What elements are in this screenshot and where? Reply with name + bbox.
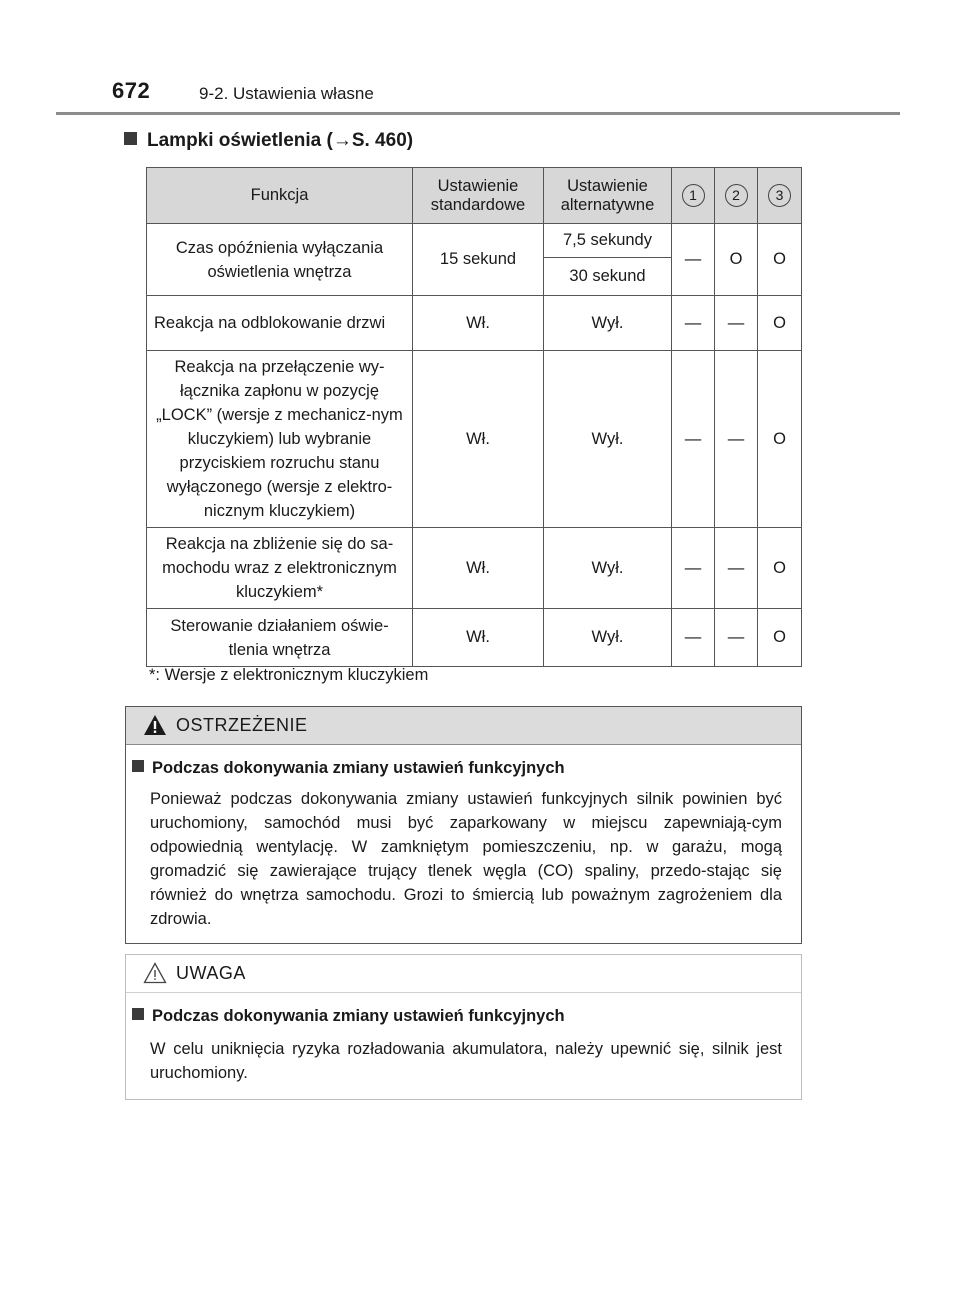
caution-triangle-icon	[143, 962, 167, 984]
arrow-right-icon: →	[332, 130, 352, 151]
warning-triangle-icon	[143, 714, 167, 736]
col-header-2	[715, 168, 758, 224]
c1-cell: —	[672, 224, 715, 296]
square-bullet-icon	[124, 132, 137, 145]
default-cell: Wł.	[413, 351, 544, 528]
caution-subheading: Podczas dokonywania zmiany ustawień funkcyjnych	[132, 1007, 565, 1026]
alternative-cell: Wył.	[544, 296, 672, 351]
table-row	[147, 351, 802, 528]
alternative-cell: Wył.	[544, 609, 672, 667]
function-cell: Czas opóźnienia wyłączania oświetlenia wnętrza	[147, 224, 413, 296]
c3-cell: O	[758, 609, 802, 667]
c3-cell: O	[758, 351, 802, 528]
default-cell: Wł.	[413, 296, 544, 351]
default-cell: Wł.	[413, 609, 544, 667]
circled-number-2: 2	[725, 184, 748, 207]
page-header	[0, 0, 960, 118]
function-cell: Reakcja na zbliżenie się do sa-mochodu wraz z elektronicznym kluczykiem*	[147, 528, 413, 609]
table-row	[147, 296, 802, 351]
function-cell: Reakcja na przełączenie wy-łącznika zapłonu w pozycję „LOCK” (wersje z mechanicz-nym kluczykiem) lub wybranie przyciskiem rozruchu stanu wyłączonego (wersje z elektro-nicznym kluczykiem)	[147, 351, 413, 528]
c2-cell: O	[715, 224, 758, 296]
circled-number-3: 3	[768, 184, 791, 207]
c1-cell: —	[672, 609, 715, 667]
circled-number-1: 1	[682, 184, 705, 207]
table-row	[147, 224, 802, 258]
function-cell: Sterowanie działaniem oświe-tlenia wnętrza	[147, 609, 413, 667]
col-header-alternative: Ustawienie alternatywne	[544, 168, 672, 224]
table-header-row	[147, 168, 802, 224]
c2-cell: —	[715, 528, 758, 609]
table-footnote: *: Wersje z elektronicznym kluczykiem	[149, 666, 429, 684]
c3-cell: O	[758, 528, 802, 609]
c1-cell: —	[672, 296, 715, 351]
c1-cell: —	[672, 528, 715, 609]
col-header-default: Ustawienie standardowe	[413, 168, 544, 224]
caution-title: UWAGA	[176, 963, 246, 983]
alternative-cell: 7,5 sekundy	[544, 224, 672, 258]
page-number: 672	[112, 78, 151, 103]
header-divider	[56, 112, 900, 115]
table-row	[147, 609, 802, 667]
square-bullet-icon	[132, 760, 144, 772]
subsection-heading: Lampki oświetlenia (→S. 460)	[124, 130, 413, 152]
caution-text: W celu uniknięcia ryzyka rozładowania akumulatora, należy upewnić się, silnik jest uruchomiony.	[150, 1040, 782, 1082]
col-header-1	[672, 168, 715, 224]
table-row	[147, 528, 802, 609]
c1-cell: —	[672, 351, 715, 528]
function-cell: Reakcja na odblokowanie drzwi	[147, 296, 413, 351]
alternative-cell: Wył.	[544, 528, 672, 609]
default-cell: Wł.	[413, 528, 544, 609]
col-header-function: Funkcja	[147, 168, 413, 224]
c2-cell: —	[715, 609, 758, 667]
warning-box	[125, 706, 802, 944]
caution-header	[126, 955, 801, 993]
col-header-3	[758, 168, 802, 224]
c2-cell: —	[715, 351, 758, 528]
warning-text: Ponieważ podczas dokonywania zmiany ustawień funkcyjnych silnik powinien być uruchomiony, samochód musi być zaparkowany w miejscu zapewniają-cym odpowiednią wentylację. W zamkniętym pomieszczeniu, np. w garażu, mogą gromadzić się zawierające trujący tlenek węgla (CO) spaliny, przedo-stając się również do wnętrza samochodu. Grozi to śmiercią lub poważnym zagrożeniem dla zdrowia.	[150, 790, 782, 928]
square-bullet-icon	[132, 1008, 144, 1020]
c2-cell: —	[715, 296, 758, 351]
section-title: 9-2. Ustawienia własne	[199, 84, 374, 103]
c3-cell: O	[758, 224, 802, 296]
settings-table	[146, 167, 802, 667]
warning-subheading: Podczas dokonywania zmiany ustawień funkcyjnych	[132, 759, 565, 778]
default-cell: 15 sekund	[413, 224, 544, 296]
alternative-cell: Wył.	[544, 351, 672, 528]
warning-title: OSTRZEŻENIE	[176, 715, 308, 735]
caution-box	[125, 954, 802, 1100]
c3-cell: O	[758, 296, 802, 351]
alternative-cell: 30 sekund	[544, 258, 672, 296]
warning-header	[126, 707, 801, 745]
